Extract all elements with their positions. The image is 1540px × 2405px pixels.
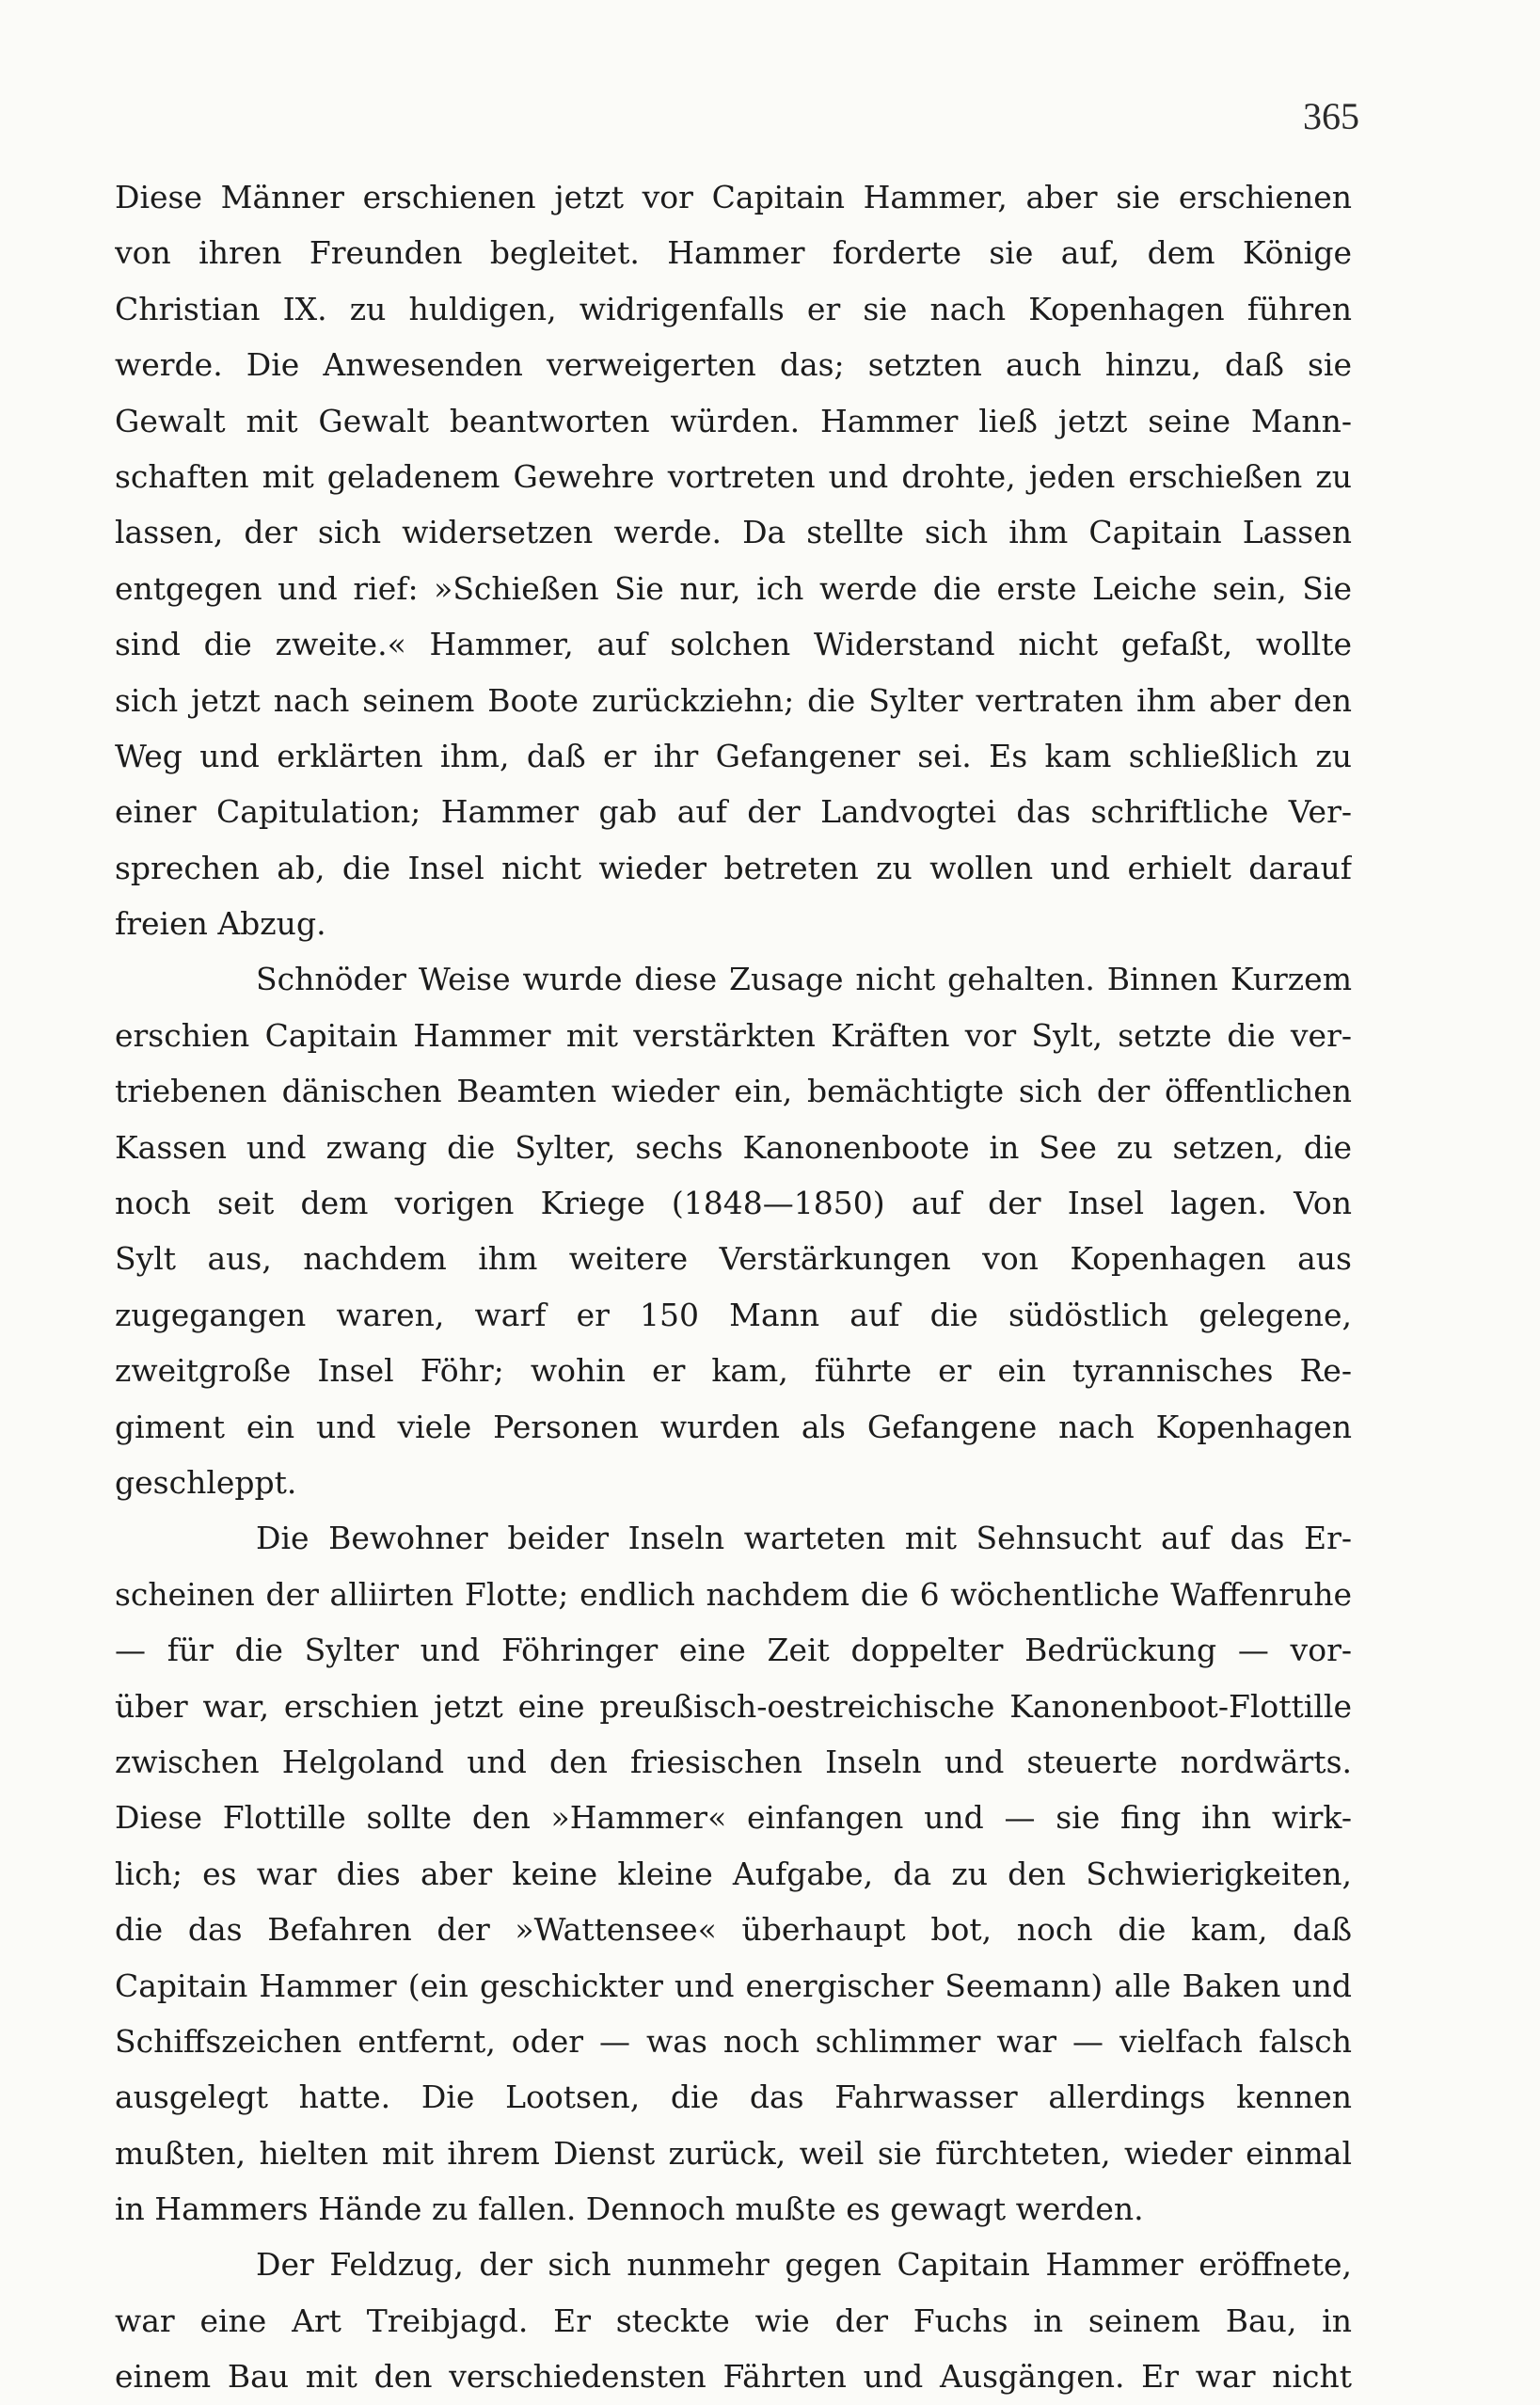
text-line: sich jetzt nach seinem Boote zurückziehn; die Sylter vertraten ihm aber den (115, 681, 1352, 719)
text-line: in Hammers Hände zu fallen. Dennoch mußte es gewagt werden. (115, 2190, 1144, 2228)
text-line: zwischen Helgoland und den friesischen Inseln und steuerte nordwärts. (115, 1743, 1352, 1780)
text-line: — für die Sylter und Föhringer eine Zeit doppelter Bedrückung — vor- (115, 1632, 1352, 1669)
text-line: sind die zweite.« Hammer, auf solchen Widerstand nicht gefaßt, wollte (115, 626, 1352, 663)
text-line: lassen, der sich widersetzen werde. Da stellte sich ihm Capitain Lassen (115, 514, 1352, 551)
text-line: Christian IX. zu huldigen, widrigenfalls er sie nach Kopenhagen führen (115, 290, 1352, 327)
text-line: Sylt aus, nachdem ihm weitere Verstärkungen von Kopenhagen aus (115, 1240, 1352, 1278)
text-line: Schiffszeichen entfernt, oder — was noch schlimmer war — vielfach falsch (115, 2022, 1352, 2060)
text-line: zweitgroße Insel Föhr; wohin er kam, führte er ein tyrannisches Re- (115, 1352, 1352, 1390)
text-line: zugegangen waren, warf er 150 Mann auf die südöstlich gelegene, (115, 1296, 1352, 1333)
text-line: von ihren Freunden begleitet. Hammer forderte sie auf, dem Könige (115, 234, 1352, 272)
text-line: Kassen und zwang die Sylter, sechs Kanonenboote in See zu setzen, die (115, 1128, 1352, 1166)
text-line: triebenen dänischen Beamten wieder ein, bemächtigte sich der öffentlichen (115, 1073, 1352, 1110)
text-line: über war, erschien jetzt eine preußisch-oestreichische Kanonenboot-Flottille (115, 1687, 1352, 1725)
text-line: Die Bewohner beider Inseln warteten mit Sehnsucht auf das Er- (256, 1520, 1352, 1557)
text-line: einem Bau mit den verschiedensten Fährten und Ausgängen. Er war nicht (115, 2358, 1352, 2396)
text-line: war eine Art Treibjagd. Er steckte wie der Fuchs in seinem Bau, in (115, 2301, 1352, 2339)
text-line: lich; es war dies aber keine kleine Aufgabe, da zu den Schwierigkeiten, (115, 1855, 1352, 1892)
page-number: 365 (1303, 95, 1359, 137)
text-line: giment ein und viele Personen wurden als Gefangene nach Kopenhagen (115, 1408, 1352, 1445)
text-line: erschien Capitain Hammer mit verstärkten Kräften vor Sylt, setzte die ver- (115, 1016, 1352, 1054)
text-line: die das Befahren der »Wattensee« überhaupt bot, noch die kam, daß (115, 1911, 1352, 1949)
text-line: schaften mit geladenem Gewehre vortreten und drohte, jeden erschießen zu (115, 457, 1352, 495)
text-line: Capitain Hammer (ein geschickter und energischer Seemann) alle Baken und (115, 1967, 1352, 2004)
text-line: Schnöder Weise wurde diese Zusage nicht gehalten. Binnen Kurzem (256, 961, 1352, 998)
text-line: Weg und erklärten ihm, daß er ihr Gefangener sei. Es kam schließlich zu (115, 737, 1352, 774)
text-line: geschleppt. (115, 1463, 297, 1501)
text-line: werde. Die Anwesenden verweigerten das; setzten auch hinzu, daß sie (115, 346, 1352, 384)
text-line: noch seit dem vorigen Kriege (1848—1850) auf der Insel lagen. Von (115, 1185, 1352, 1222)
text-line: ausgelegt hatte. Die Lootsen, die das Fahrwasser allerdings kennen (115, 2078, 1352, 2116)
body-text (115, 169, 1352, 2405)
text-line: Gewalt mit Gewalt beantworten würden. Hammer ließ jetzt seine Mann- (115, 402, 1352, 439)
text-line: entgegen und rief: »Schießen Sie nur, ich werde die erste Leiche sein, Sie (115, 569, 1352, 607)
text-line: Diese Flottille sollte den »Hammer« einfangen und — sie fing ihn wirk- (115, 1799, 1352, 1837)
text-line: freien Abzug. (115, 905, 326, 943)
text-line: Diese Männer erschienen jetzt vor Capitain Hammer, aber sie erschienen (115, 179, 1352, 215)
text-line: sprechen ab, die Insel nicht wieder betreten zu wollen und erhielt darauf (115, 849, 1352, 886)
text-line: scheinen der alliirten Flotte; endlich nachdem die 6 wöchentliche Waffenruhe (115, 1575, 1352, 1613)
text-line: einer Capitulation; Hammer gab auf der Landvogtei das schriftliche Ver- (115, 793, 1352, 831)
text-line: mußten, hielten mit ihrem Dienst zurück, weil sie fürchteten, wieder einmal (115, 2134, 1352, 2172)
text-line: Der Feldzug, der sich nunmehr gegen Capitain Hammer eröffnete, (256, 2246, 1352, 2284)
